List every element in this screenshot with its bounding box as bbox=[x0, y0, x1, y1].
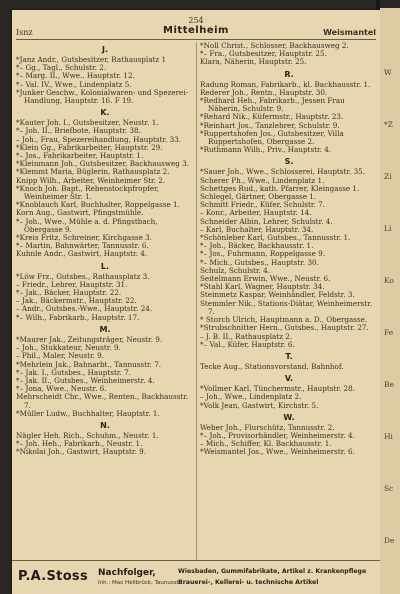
directory-entry: Steinmetz Kaspar, Weinhändler, Feldstr. 3. bbox=[200, 290, 355, 300]
column-divider bbox=[196, 42, 197, 560]
section-letter: J. bbox=[101, 45, 108, 54]
adjacent-page-fragment: Fe bbox=[384, 328, 394, 337]
directory-entry: Weber Joh., Flurschütz, Tannusstr. 2. bbox=[200, 422, 335, 432]
directory-entry: Schlegel, Gärtner, Obergasse 1. bbox=[200, 192, 317, 202]
advert-successor: Nachfolger, bbox=[98, 568, 156, 578]
directory-entry: *– Val. IV., Wwe., Lindenplatz 5. bbox=[16, 79, 132, 89]
directory-entry: *– Marg. II., Wwe., Hauptstr. 12. bbox=[16, 71, 135, 81]
directory-entry: *– Martin, Bahnwärter, Tannusstr. 6. bbox=[16, 241, 149, 251]
directory-entry: *– Joh. Heh., Fabrikarb., Neustr. 1. bbox=[16, 439, 143, 449]
directory-entry: *– Jos., Fabrikarbeiter, Hauptstr. 1. bbox=[16, 151, 144, 161]
section-letter: W. bbox=[283, 412, 295, 422]
directory-entry: *Klein Gg., Fabrikarbeiter, Hauptstr. 29. bbox=[16, 142, 163, 152]
directory-entry: *– Fra., Gutsbesitzer, Hauptstr. 25. bbox=[200, 49, 327, 59]
directory-entry: *Strubschnitter Hern., Gutsbes., Hauptstr. 27. bbox=[200, 323, 369, 333]
directory-entry: Stemmler Nik., Stations-Diätar, Weinheimerstr. 7. bbox=[200, 298, 373, 316]
header-town-title: Mittelheim bbox=[163, 25, 229, 36]
directory-entry: *Junker Geschw., Kolonialwaren- und Spezerei-Handlung, Hauptstr. 16. F 19. bbox=[16, 87, 189, 106]
directory-entry: *Knoch Joh. Bapt., Rebenstockpfropfer, Weinheimer Str. 1. bbox=[16, 183, 160, 202]
directory-entry: *Knoblauch Karl, Buchhalter, Roppelgasse 1. bbox=[16, 200, 180, 210]
directory-entry: Kuhnle Andr., Gastwirt, Hauptstr. 4. bbox=[16, 249, 148, 259]
page-number: 254 bbox=[188, 16, 204, 25]
directory-entry: *– Joh., Wwe., Mühle a. d. Pfingstbach, Obergasse 9. bbox=[16, 216, 158, 234]
adjacent-page-edge bbox=[380, 8, 400, 594]
section-letter: R. bbox=[284, 69, 294, 79]
header-right-keyword: Weismantel bbox=[323, 28, 376, 37]
directory-entry: – Andr., Gutsbes.-Wwe., Hauptstr. 24. bbox=[16, 304, 153, 314]
directory-entry: *– Val., Küfer, Hauptstr. 6. bbox=[200, 339, 295, 349]
adjacent-page-fragment: Zi bbox=[384, 172, 392, 181]
directory-entry: *– Gg., Tagl., Schulstr. 2. bbox=[16, 63, 107, 73]
directory-entry: *Vollmer Karl, Tünchermstr., Hauptstr. 28. bbox=[200, 384, 355, 394]
directory-entry: *Noll Christ., Schlosser, Backhausweg 2. bbox=[200, 42, 349, 50]
directory-entry: *Kreis Fritz, Schreiner, Kirchgasse 3. bbox=[16, 233, 152, 243]
directory-entry: *Klemmt Maria, Büglerin, Rathausplatz 2. bbox=[16, 167, 170, 177]
directory-entry: Korn Aug., Gastwirt, Pfingstmühle. bbox=[16, 208, 144, 218]
section-letter: T. bbox=[285, 351, 293, 361]
page-header bbox=[12, 10, 380, 40]
directory-entry: *Kauter Joh. I., Gutsbesitzer, Neustr. 1. bbox=[16, 118, 159, 128]
adjacent-page-fragment: *Z bbox=[384, 120, 393, 129]
adjacent-page-fragment: Be bbox=[384, 380, 394, 389]
header-left-keyword: Isnz bbox=[16, 28, 33, 37]
directory-entry: – Joh., Wwe., Lindenplatz 2. bbox=[200, 392, 302, 402]
directory-entry: Radung Roman, Fabrikarb., kl. Backhausstr. 1. bbox=[200, 79, 371, 89]
directory-entry: Tecke Aug., Stationsvorstand, Bahnhof. bbox=[200, 361, 344, 371]
directory-entry: *– Jak. I., Gutsbes., Hauptstr. 7. bbox=[16, 367, 131, 377]
directory-entry: *Schönleber Karl, Gutsbes., Tannusstr. 1. bbox=[200, 233, 351, 243]
directory-entry: Schulz, Schulstr. 4. bbox=[200, 265, 271, 275]
directory-entry: *– Joh., Bäcker, Backhausstr. 1. bbox=[200, 241, 314, 251]
directory-entry: *Maurer Jak., Zeitungsträger, Neustr. 9. bbox=[16, 334, 163, 344]
section-letter: K. bbox=[100, 108, 110, 118]
directory-entry: – Friedr., Lehrer, Hauptstr. 31. bbox=[16, 279, 128, 289]
right-column bbox=[200, 42, 378, 560]
adjacent-page-fragment: Li bbox=[384, 224, 392, 233]
directory-entry: *Sauer Joh., Wwe., Schlosserei, Hauptstr. 35. bbox=[200, 167, 366, 177]
directory-entry: *Kleinmann Joh., Gutsbesitzer, Backhausweg 3. bbox=[16, 159, 190, 169]
section-letter: V. bbox=[284, 374, 294, 384]
adjacent-page-fragment: De bbox=[384, 536, 395, 545]
directory-entry: *– Jos., Fuhrmann, Roppelgasse 9. bbox=[200, 249, 325, 259]
directory-entry: *Janz Andr., Gutsbesitzer, Rathausplatz 1 bbox=[16, 55, 167, 64]
section-letter: M. bbox=[99, 324, 111, 334]
directory-entry: Schmitt Friedr., Küfer, Schulstr. 7. bbox=[200, 200, 325, 210]
directory-entry: *Nikolai Joh., Gastwirt, Hauptstr. 9. bbox=[16, 447, 146, 457]
directory-entry: – Konr., Arbeiter, Hauptstr. 14. bbox=[200, 208, 312, 218]
directory-entry: – Mich., Schiffer, Kl. Backhausstr. 1. bbox=[200, 439, 332, 449]
directory-entry: Nägler Heh. Rich., Schuhm., Neustr. 1. bbox=[16, 430, 159, 440]
directory-entry: Knipp Wilh., Arbeiter, Weinheimer Str. 2. bbox=[16, 175, 166, 185]
directory-entry: *Rehard Nik., Küfermstr., Hauptstr. 23. bbox=[200, 112, 344, 122]
directory-entry: Seitelmann Erwin, Wwe., Neustr. 6. bbox=[200, 274, 331, 284]
directory-entry: *– Mich., Gutsbes., Hauptstr. 30. bbox=[200, 257, 319, 267]
adjacent-page-fragment: Hi bbox=[384, 432, 393, 441]
directory-entry: – Joh., Frau, Spezereihandlung, Hauptstr. 33. bbox=[16, 134, 182, 144]
directory-entry: – Phil., Maler, Neustr. 9. bbox=[16, 351, 105, 361]
left-column bbox=[16, 42, 194, 560]
directory-entry: *Weismantel Jos., Wwe., Weinheimerstr. 6. bbox=[200, 447, 355, 457]
directory-entry: Scherer Ph., Wwe., Lindenplatz 1. bbox=[200, 175, 325, 185]
directory-entry: *Ruppertshofen Jos., Gutsbesitzer, Villa Ruppertshofen, Obergasse 2. bbox=[200, 128, 344, 147]
section-letter: N. bbox=[100, 420, 110, 430]
directory-entry: *Mehrlein Jak., Bahnarbt., Tannusstr. 7. bbox=[16, 359, 162, 369]
directory-entry: Schettges Rud., kath. Pfarrer, Kleingasse 1. bbox=[200, 183, 360, 193]
adjacent-page-fragment: Sc bbox=[384, 484, 394, 493]
directory-entry: *– Joh. II., Briefbote, Hauptstr. 38. bbox=[16, 126, 141, 136]
directory-entry: *– Jona, Wwe., Neustr. 6. bbox=[16, 384, 107, 394]
directory-entry: – Jak., Bäckermstr., Hauptstr. 22. bbox=[16, 296, 137, 306]
advert-line-1: Wiesbaden, Gummifabrikate, Artikel z. Krankenpflege bbox=[178, 568, 367, 575]
directory-entry: *Müller Ludw., Buchhalter, Hauptstr. 1. bbox=[16, 408, 160, 418]
directory-entry: *Löw Frz., Gutsbes., Rathausplatz 3. bbox=[16, 271, 150, 281]
section-letter: S. bbox=[284, 157, 294, 167]
directory-entry: Klara, Näherin, Hauptstr. 25. bbox=[200, 57, 307, 67]
directory-entry: Schneider Albin, Lehrer, Schulstr. 4. bbox=[200, 216, 333, 226]
directory-entry: Mehrscheidt Chr., Wwe., Renten., Backhausstr. 7. bbox=[16, 392, 189, 410]
advert-owner-address: Inh.: Max Hellbrück, Taunusstr. bbox=[98, 580, 183, 586]
directory-entry: *Redhard Heh., Fabrikarb., Jessen Frau Näherin, Schulstr. 9. bbox=[200, 96, 345, 114]
header-rule bbox=[16, 39, 376, 40]
adjacent-page-fragment: W bbox=[384, 68, 392, 77]
directory-entry: *– Jak., Bäcker, Hauptstr. 22. bbox=[16, 288, 122, 298]
directory-entry: – Karl, Buchalter, Hauptstr. 34. bbox=[200, 224, 314, 234]
directory-entry: * Storch Ulrich, Hauptmann a. D., Obergasse. bbox=[200, 315, 368, 325]
directory-entry: *Volk Jean, Gastwirt, Kirchstr. 5. bbox=[200, 400, 319, 410]
advert-brand: P.A.Stoss bbox=[18, 569, 89, 584]
directory-entry: – Joh., Stukkateur, Neustr. 9. bbox=[16, 343, 121, 353]
advertisement-footer bbox=[12, 560, 380, 594]
section-letter: L. bbox=[100, 261, 110, 271]
directory-entry: *Ruthmann Wilh., Priv., Hauptstr. 4. bbox=[200, 145, 332, 155]
directory-entry: *Stahl Karl, Wagner, Hauptstr. 34. bbox=[200, 282, 325, 292]
directory-entry: Rederer Joh., Rentn., Hauptstr. 30. bbox=[200, 87, 328, 97]
directory-entry: *Reinhart Jos., Tanzlehrer, Schulstr. 9. bbox=[200, 120, 340, 130]
directory-entry: *– Joh., Provisorhändler, Weinheimerstr. 4. bbox=[200, 430, 355, 440]
advert-line-2: Brauerei-, Kellerei- u. technische Artikel bbox=[178, 579, 319, 586]
directory-entry: – J. B. II., Rathausplatz 2. bbox=[200, 331, 293, 341]
adjacent-page-fragment: Ko bbox=[384, 276, 394, 285]
directory-entry: *– Jak. II., Gutsbes., Weinheimerstr. 4. bbox=[16, 375, 155, 385]
directory-entry: *– Wilh., Fabrikarb., Hauptstr. 17. bbox=[16, 312, 140, 322]
directory-page bbox=[12, 10, 380, 594]
